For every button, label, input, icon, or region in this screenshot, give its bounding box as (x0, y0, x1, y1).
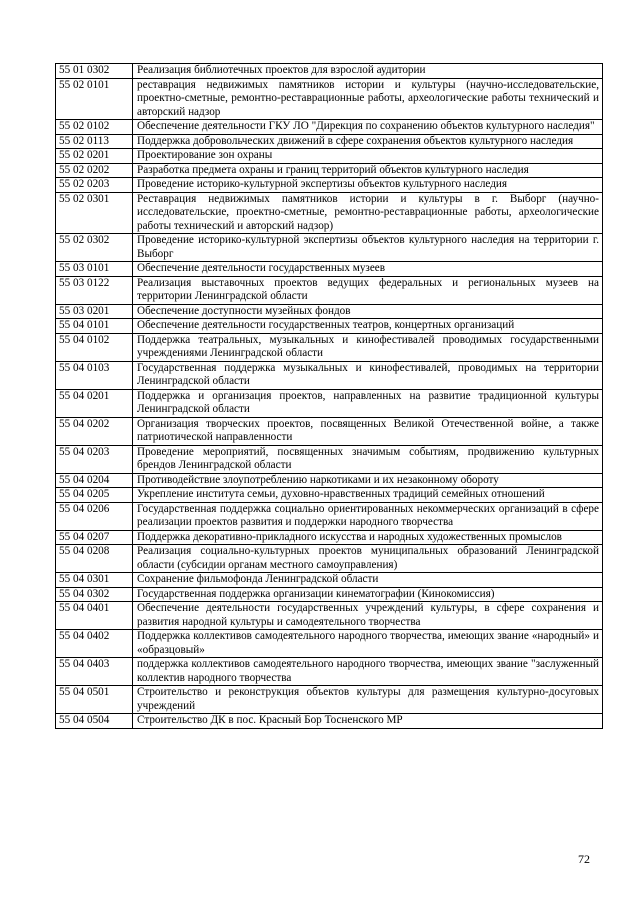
row-description: Обеспечение деятельности государственных учреждений культуры, в сфере сохранения и развития народной культуры и самодеятельного творчества (133, 602, 603, 630)
row-code: 55 02 0102 (56, 120, 133, 135)
table-row (56, 276, 603, 304)
row-code: 55 02 0203 (56, 178, 133, 193)
row-description: Поддержка коллективов самодеятельного народного творчества, имеющих звание «народный» и «образцовый» (133, 630, 603, 658)
row-code: 55 02 0302 (56, 234, 133, 262)
row-code: 55 04 0205 (56, 488, 133, 503)
row-description: Реализация социально-культурных проектов муниципальных образований Ленинградской области (субсидии органам местного самоуправления) (133, 545, 603, 573)
row-description: Разработка предмета охраны и границ территорий объектов культурного наследия (133, 163, 603, 178)
row-code: 55 03 0122 (56, 276, 133, 304)
row-code: 55 04 0301 (56, 573, 133, 588)
table-row (56, 530, 603, 545)
table-row (56, 445, 603, 473)
row-code: 55 04 0403 (56, 658, 133, 686)
row-code: 55 02 0113 (56, 134, 133, 149)
row-description: Противодействие злоупотреблению наркотиками и их незаконному обороту (133, 473, 603, 488)
row-code: 55 02 0101 (56, 78, 133, 120)
table-row (56, 134, 603, 149)
row-code: 55 04 0206 (56, 502, 133, 530)
row-code: 55 04 0504 (56, 714, 133, 729)
row-description: Поддержка и организация проектов, направленных на развитие традиционной культуры Ленинградской области (133, 389, 603, 417)
table-row (56, 545, 603, 573)
table-row (56, 319, 603, 334)
row-description: Проектирование зон охраны (133, 149, 603, 164)
row-description: Обеспечение деятельности государственных театров, концертных организаций (133, 319, 603, 334)
row-code: 55 04 0207 (56, 530, 133, 545)
row-description: Организация творческих проектов, посвященных Великой Отечественной войне, а также патриотической направленности (133, 417, 603, 445)
table-row (56, 361, 603, 389)
table-row (56, 163, 603, 178)
table-row (56, 502, 603, 530)
row-code: 55 04 0202 (56, 417, 133, 445)
row-code: 55 02 0202 (56, 163, 133, 178)
row-code: 55 04 0401 (56, 602, 133, 630)
table-row (56, 686, 603, 714)
row-description: Поддержка декоративно-прикладного искусства и народных художественных промыслов (133, 530, 603, 545)
row-code: 55 04 0402 (56, 630, 133, 658)
row-code: 55 04 0204 (56, 473, 133, 488)
row-code: 55 02 0201 (56, 149, 133, 164)
row-description: Поддержка театральных, музыкальных и кинофестивалей проводимых государственными учреждениями Ленинградской области (133, 333, 603, 361)
table-row (56, 473, 603, 488)
row-description: Укрепление института семьи, духовно-нравственных традиций семейных отношений (133, 488, 603, 503)
table-row (56, 658, 603, 686)
table-row (56, 78, 603, 120)
row-description: Реализация выставочных проектов ведущих федеральных и региональных музеев на территории Ленинградской области (133, 276, 603, 304)
table-row (56, 389, 603, 417)
row-description: Проведение историко-культурной экспертизы объектов культурного наследия (133, 178, 603, 193)
table-row (56, 262, 603, 277)
row-description: Сохранение фильмофонда Ленинградской области (133, 573, 603, 588)
row-description: Строительство ДК в пос. Красный Бор Тосненского МР (133, 714, 603, 729)
table-row (56, 192, 603, 234)
budget-code-table (55, 63, 603, 729)
row-code: 55 04 0203 (56, 445, 133, 473)
table-row (56, 64, 603, 79)
row-code: 55 04 0102 (56, 333, 133, 361)
table-row (56, 587, 603, 602)
row-code: 55 04 0208 (56, 545, 133, 573)
row-description: Государственная поддержка социально ориентированных некоммерческих организаций в сфере реализации проектов развития и поддержки народного творчества (133, 502, 603, 530)
row-description: Реализация библиотечных проектов для взрослой аудитории (133, 64, 603, 79)
row-description: Государственная поддержка музыкальных и кинофестивалей, проводимых на территории Ленинградской области (133, 361, 603, 389)
row-description: поддержка коллективов самодеятельного народного творчества, имеющих звание "заслуженный коллектив народного творчества (133, 658, 603, 686)
row-description: Обеспечение доступности музейных фондов (133, 304, 603, 319)
table-row (56, 333, 603, 361)
row-description: Обеспечение деятельности ГКУ ЛО "Дирекция по сохранению объектов культурного наследия" (133, 120, 603, 135)
table-row (56, 488, 603, 503)
row-description: Проведение историко-культурной экспертизы объектов культурного наследия на территории г. Выборг (133, 234, 603, 262)
row-code: 55 01 0302 (56, 64, 133, 79)
row-description: Обеспечение деятельности государственных музеев (133, 262, 603, 277)
table-row (56, 602, 603, 630)
row-description: Поддержка добровольческих движений в сфере сохранения объектов культурного наследия (133, 134, 603, 149)
row-code: 55 03 0101 (56, 262, 133, 277)
table-row (56, 149, 603, 164)
page-number: 72 (578, 852, 590, 866)
table-row (56, 630, 603, 658)
table-row (56, 234, 603, 262)
table-row (56, 304, 603, 319)
row-description: реставрация недвижимых памятников истории и культуры (научно-исследовательские, проектно-сметные, ремонтно-реставрационные работы, археологические работы технический и авторский надзор (133, 78, 603, 120)
row-code: 55 04 0302 (56, 587, 133, 602)
table-row (56, 714, 603, 729)
table-row (56, 417, 603, 445)
table-row (56, 573, 603, 588)
table-row (56, 178, 603, 193)
table-row (56, 120, 603, 135)
table-body (56, 64, 603, 729)
row-code: 55 04 0101 (56, 319, 133, 334)
row-description: Реставрация недвижимых памятников истории и культуры в г. Выборг (научно-исследовательские, проектно-сметные, ремонтно-реставрационные работы, археологические работы технический и авторский надзор) (133, 192, 603, 234)
row-code: 55 03 0201 (56, 304, 133, 319)
row-code: 55 02 0301 (56, 192, 133, 234)
row-description: Государственная поддержка организации кинематографии (Кинокомиссия) (133, 587, 603, 602)
row-description: Проведение мероприятий, посвященных значимым событиям, продвижению культурных брендов Ленинградской области (133, 445, 603, 473)
row-code: 55 04 0103 (56, 361, 133, 389)
row-code: 55 04 0201 (56, 389, 133, 417)
row-description: Строительство и реконструкция объектов культуры для размещения культурно-досуговых учреждений (133, 686, 603, 714)
row-code: 55 04 0501 (56, 686, 133, 714)
